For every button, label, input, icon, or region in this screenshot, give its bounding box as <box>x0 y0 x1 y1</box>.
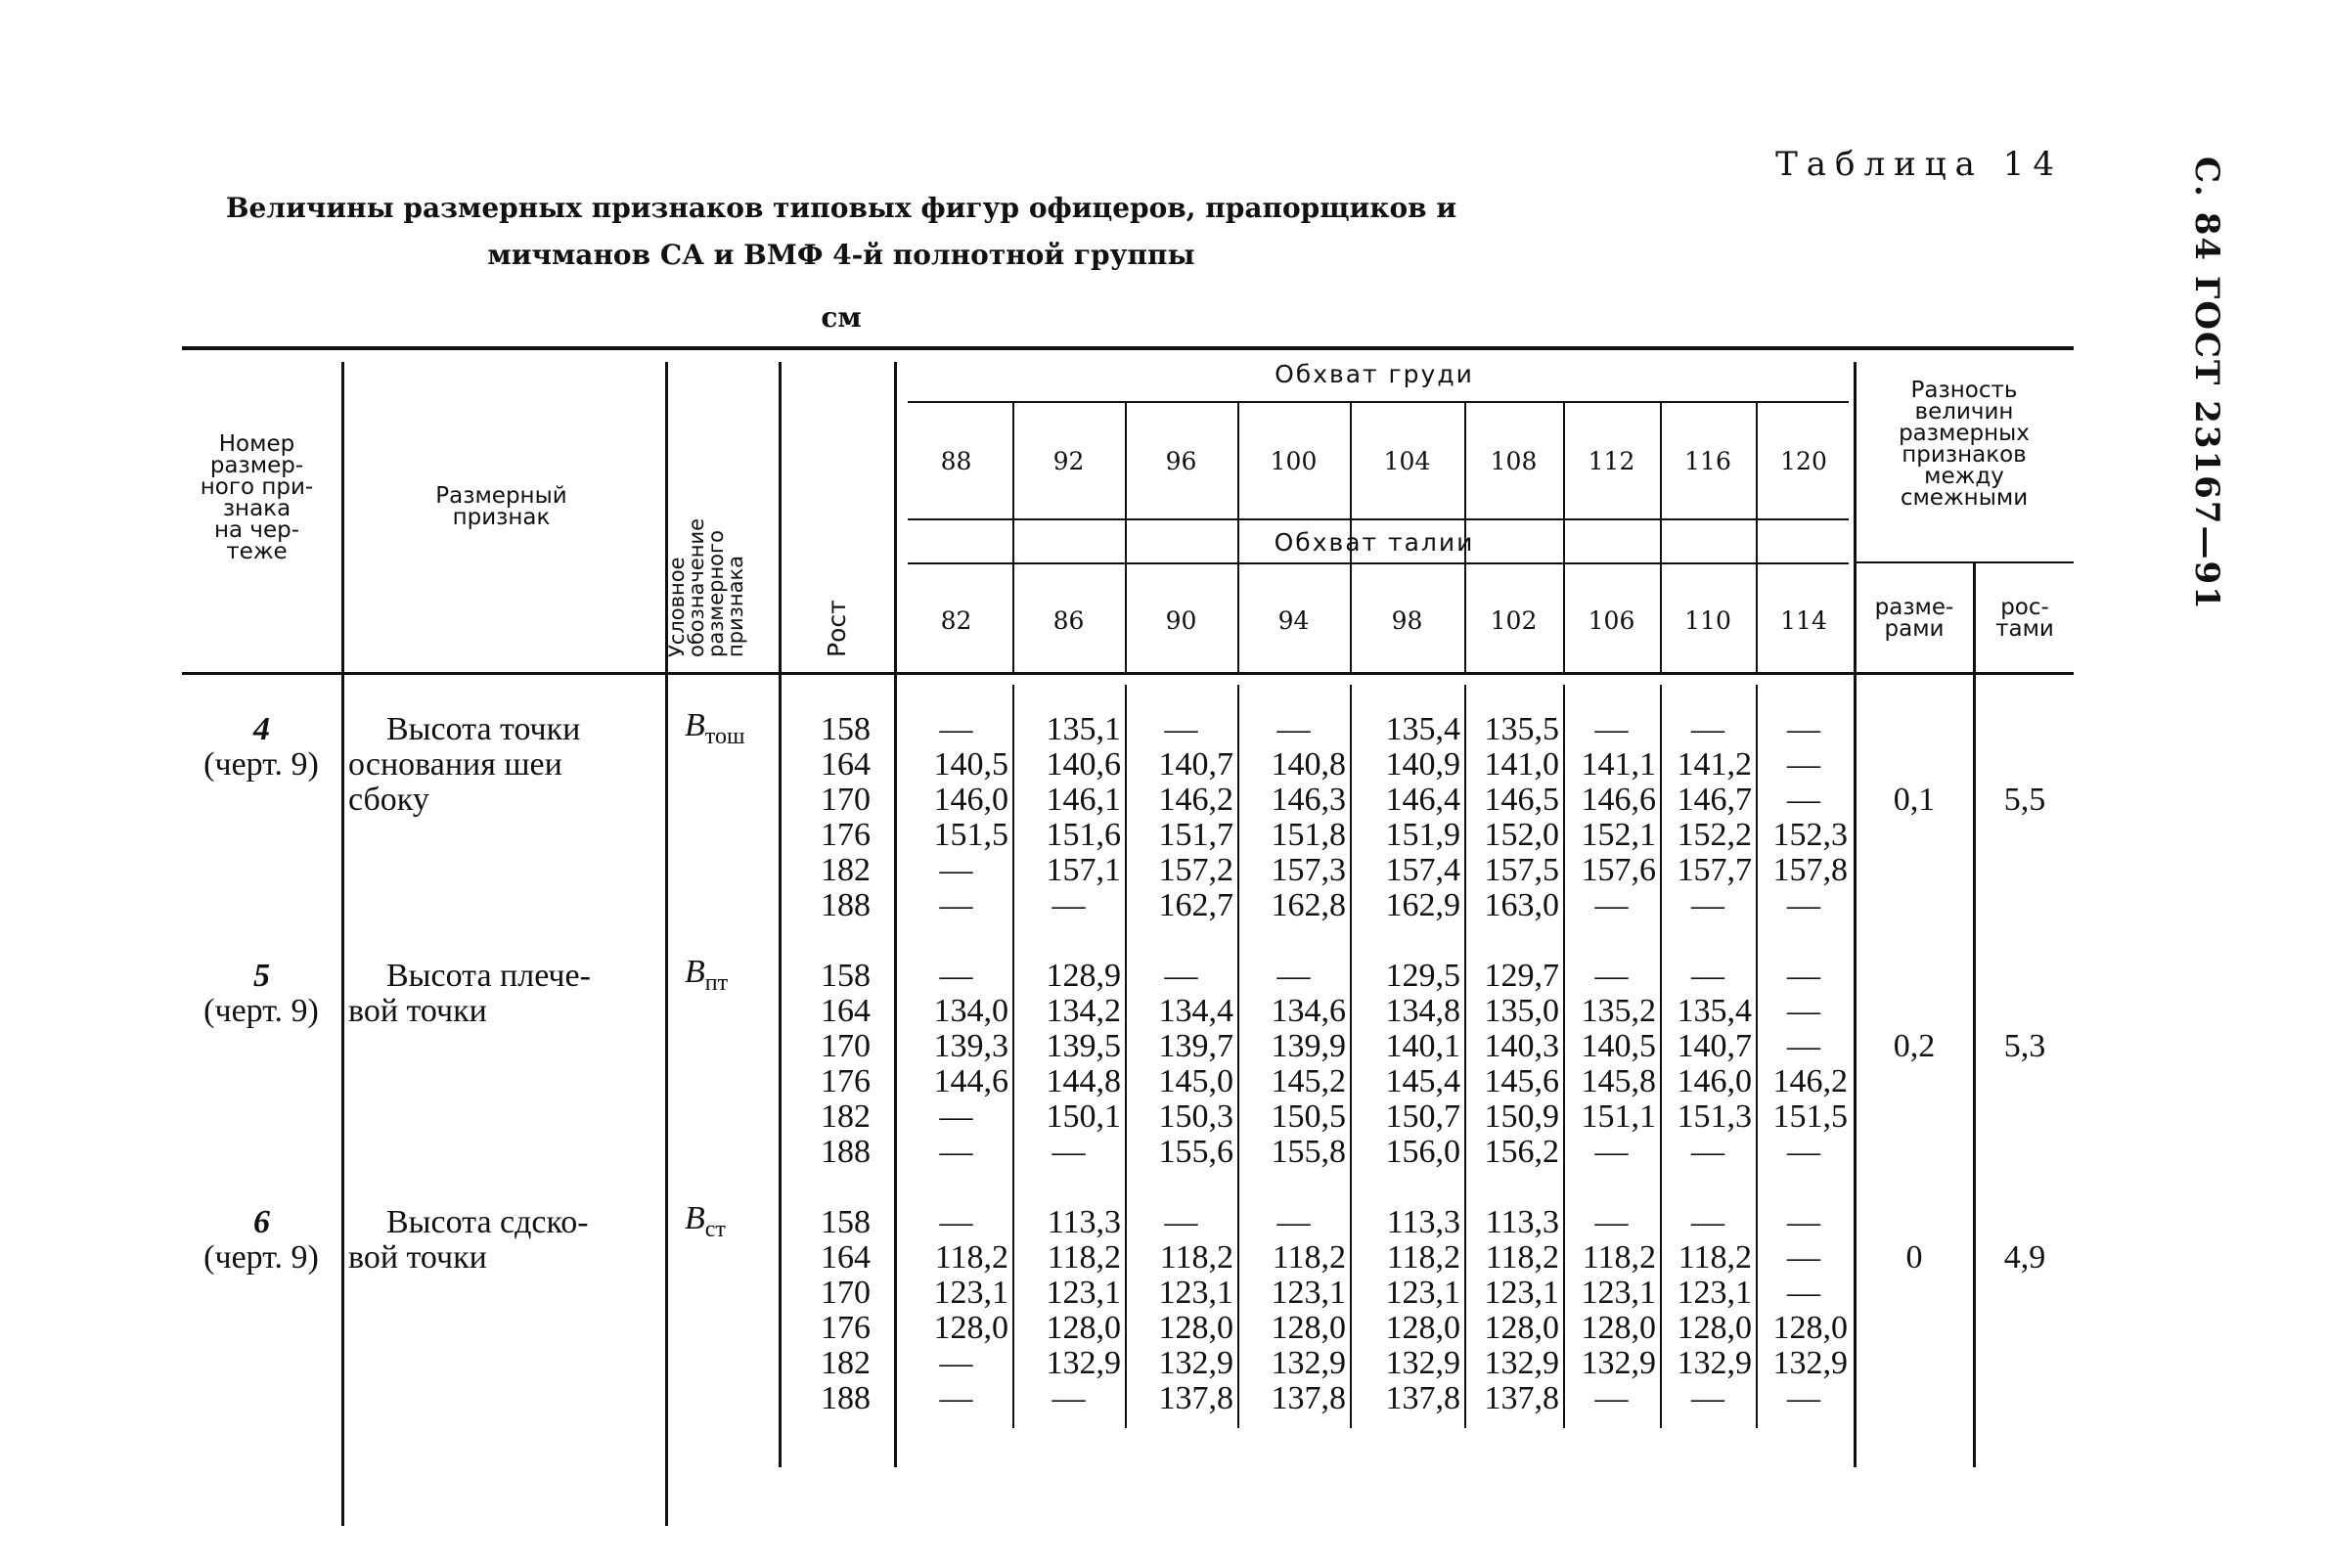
table-cell: 128,0 <box>1271 1310 1346 1346</box>
table-cell: 135,2 <box>1581 993 1656 1029</box>
height-value: 164 <box>821 746 871 783</box>
table-cell: — <box>1594 1134 1629 1170</box>
feature-symbol-base: B <box>685 707 705 743</box>
table-title-line-1: Величины размерных признаков типовых фигур офицеров, прапорщиков и <box>225 192 1457 224</box>
table-cell: 157,2 <box>1158 852 1233 888</box>
table-cell: 123,1 <box>1046 1275 1121 1311</box>
table-cell: 118,2 <box>1485 1239 1559 1276</box>
chest-values-rule <box>908 518 1849 520</box>
table-cell: 128,0 <box>1385 1310 1460 1346</box>
height-value: 182 <box>821 852 871 888</box>
chest-group-header: Обхват груди <box>1275 360 1474 388</box>
feature-symbol <box>685 708 744 754</box>
table-cell: — <box>939 1204 973 1240</box>
table-cell: 128,0 <box>1772 1310 1848 1346</box>
chest-size-cell: 108 <box>1490 447 1538 475</box>
table-cell: 118,2 <box>1582 1239 1656 1276</box>
table-cell: 140,3 <box>1484 1028 1559 1064</box>
header-diff-heights: рос- тами <box>1995 595 2054 642</box>
feature-symbol-sub: пт <box>704 969 729 996</box>
vline-symbol <box>779 362 782 1467</box>
table-cell: 150,7 <box>1385 1098 1460 1135</box>
feature-symbol <box>685 1201 726 1247</box>
feature-symbol-base: B <box>685 954 705 990</box>
height-value: 176 <box>821 1310 871 1346</box>
table-cell: 128,0 <box>933 1310 1008 1346</box>
table-cell: 156,2 <box>1484 1134 1559 1170</box>
table-cell: — <box>1787 993 1820 1029</box>
table-cell: 132,9 <box>1158 1345 1233 1381</box>
table-cell: — <box>1787 958 1820 994</box>
height-value: 170 <box>821 782 871 818</box>
height-value: 164 <box>821 1239 871 1276</box>
table-cell: — <box>1691 711 1724 747</box>
waist-size-cell: 94 <box>1277 606 1310 635</box>
table-cell: — <box>1164 711 1198 747</box>
table-cell: 157,6 <box>1581 852 1656 888</box>
table-cell: 151,5 <box>1772 1098 1848 1135</box>
header-symbol: Условное обозначение размерного признака <box>665 517 747 657</box>
table-cell: 140,7 <box>1158 746 1233 783</box>
table-cell: 134,4 <box>1158 993 1233 1029</box>
table-cell: 132,9 <box>1046 1345 1121 1381</box>
chest-size-cell: 100 <box>1270 447 1318 475</box>
table-cell: 118,2 <box>1386 1239 1460 1276</box>
table-cell: 140,9 <box>1385 746 1460 783</box>
table-cell: 151,5 <box>933 817 1008 853</box>
height-value: 158 <box>821 711 871 747</box>
table-cell: — <box>939 1345 973 1381</box>
table-cell: — <box>1691 1380 1724 1416</box>
feature-symbol-base: B <box>685 1200 705 1236</box>
top-rule <box>182 346 2074 350</box>
table-cell: 135,0 <box>1484 993 1559 1029</box>
table-cell: 140,8 <box>1271 746 1346 783</box>
table-cell: — <box>939 1098 973 1135</box>
table-cell: — <box>1787 711 1820 747</box>
table-cell: 155,6 <box>1158 1134 1233 1170</box>
height-value: 170 <box>821 1028 871 1064</box>
feature-name-line: основания шеи <box>348 746 562 783</box>
waist-group-header: Обхват талии <box>1274 528 1475 557</box>
waist-size-cell: 114 <box>1780 606 1827 635</box>
table-cell: — <box>1787 1380 1820 1416</box>
table-cell: 139,9 <box>1271 1028 1346 1064</box>
table-cell: 140,5 <box>1581 1028 1656 1064</box>
feature-number: 6 <box>253 1204 270 1240</box>
table-cell: — <box>1052 1134 1086 1170</box>
table-cell: — <box>1787 746 1820 783</box>
table-cell: 156,0 <box>1385 1134 1460 1170</box>
chest-size-cell: 116 <box>1684 447 1731 475</box>
table-cell: 162,9 <box>1385 887 1460 923</box>
table-cell: 157,7 <box>1677 852 1752 888</box>
table-cell: 140,6 <box>1046 746 1121 783</box>
feature-name-line: вой точки <box>348 1239 487 1276</box>
table-cell: — <box>1052 1380 1086 1416</box>
diff-sizes-value: 0 <box>1905 1239 1923 1276</box>
table-cell: — <box>1276 958 1311 994</box>
table-cell: 141,1 <box>1581 746 1656 783</box>
table-cell: 113,3 <box>1386 1204 1460 1240</box>
table-cell: — <box>1787 1028 1820 1064</box>
table-cell: — <box>1787 782 1820 818</box>
chest-group-rule <box>908 401 1849 403</box>
table-cell: — <box>939 887 973 923</box>
height-value: 176 <box>821 817 871 853</box>
height-value: 164 <box>821 993 871 1029</box>
table-cell: 123,1 <box>1271 1275 1346 1311</box>
table-cell: 157,1 <box>1046 852 1121 888</box>
table-cell: 137,8 <box>1271 1380 1346 1416</box>
height-value: 188 <box>821 887 871 923</box>
feature-symbol-sub: ст <box>704 1216 726 1242</box>
table-cell: 135,4 <box>1677 993 1752 1029</box>
table-cell: 146,7 <box>1677 782 1752 818</box>
table-cell: — <box>939 1134 973 1170</box>
table-cell: — <box>939 852 973 888</box>
table-cell: 113,3 <box>1047 1204 1121 1240</box>
table-cell: 118,2 <box>1159 1239 1233 1276</box>
feature-symbol-sub: тош <box>704 723 745 749</box>
table-cell: 128,0 <box>1484 1310 1559 1346</box>
table-cell: 146,2 <box>1158 782 1233 818</box>
table-cell: 132,9 <box>1271 1345 1346 1381</box>
table-cell: 146,3 <box>1271 782 1346 818</box>
table-cell: — <box>1594 711 1629 747</box>
table-cell: 140,5 <box>933 746 1008 783</box>
chest-size-cell: 96 <box>1165 447 1197 475</box>
diff-split-rule <box>1857 561 2074 563</box>
table-cell: 132,9 <box>1484 1345 1559 1381</box>
table-cell: 150,3 <box>1158 1098 1233 1135</box>
height-value: 176 <box>821 1063 871 1099</box>
feature-symbol <box>685 955 728 1001</box>
feature-number: 5 <box>253 958 270 994</box>
table-cell: 128,0 <box>1677 1310 1752 1346</box>
table-cell: — <box>939 958 973 994</box>
table-cell: 123,1 <box>1581 1275 1656 1311</box>
waist-size-cell: 106 <box>1588 606 1635 635</box>
waist-size-cell: 110 <box>1684 606 1731 635</box>
table-cell: — <box>1594 887 1629 923</box>
table-cell: 141,0 <box>1484 746 1559 783</box>
table-cell: — <box>1787 887 1820 923</box>
table-cell: 152,3 <box>1772 817 1848 853</box>
table-cell: 152,0 <box>1484 817 1559 853</box>
feature-number: 4 <box>253 711 270 747</box>
table-cell: 123,1 <box>1677 1275 1752 1311</box>
table-cell: 134,6 <box>1271 993 1346 1029</box>
table-cell: 157,4 <box>1385 852 1460 888</box>
table-cell: — <box>1787 1204 1820 1240</box>
table-cell: 123,1 <box>933 1275 1008 1311</box>
height-value: 182 <box>821 1345 871 1381</box>
waist-group-rule <box>908 562 1849 564</box>
table-cell: 151,3 <box>1677 1098 1752 1135</box>
height-value: 158 <box>821 1204 871 1240</box>
table-cell: — <box>1594 958 1629 994</box>
table-cell: — <box>1691 1134 1724 1170</box>
diff-heights-value: 5,5 <box>2003 782 2046 818</box>
table-cell: 162,7 <box>1158 887 1233 923</box>
table-cell: — <box>1691 887 1724 923</box>
table-cell: 141,2 <box>1677 746 1752 783</box>
table-cell: 129,7 <box>1484 958 1559 994</box>
drawing-reference: (черт. 9) <box>203 993 319 1029</box>
table-cell: 146,4 <box>1385 782 1460 818</box>
height-value: 182 <box>821 1098 871 1135</box>
table-cell: 146,0 <box>933 782 1008 818</box>
table-cell: 132,9 <box>1677 1345 1752 1381</box>
table-cell: — <box>1691 1204 1724 1240</box>
header-height: Рост <box>823 600 851 657</box>
drawing-reference: (черт. 9) <box>203 746 319 783</box>
table-cell: — <box>1594 1204 1629 1240</box>
table-cell: 150,1 <box>1046 1098 1121 1135</box>
table-cell: 128,0 <box>1581 1310 1656 1346</box>
table-cell: 163,0 <box>1484 887 1559 923</box>
table-cell: — <box>1787 1134 1820 1170</box>
table-cell: 132,9 <box>1385 1345 1460 1381</box>
table-cell: 137,8 <box>1385 1380 1460 1416</box>
table-cell: 139,5 <box>1046 1028 1121 1064</box>
table-cell: 135,4 <box>1385 711 1460 747</box>
header-number: Номер размер- ного при- знака на чер- теже <box>200 431 314 564</box>
feature-name-line: сбоку <box>348 782 429 818</box>
table-cell: 118,2 <box>1678 1239 1752 1276</box>
units-label: см <box>821 301 862 334</box>
table-cell: — <box>1691 958 1724 994</box>
table-cell: 123,1 <box>1385 1275 1460 1311</box>
table-cell: 144,6 <box>933 1063 1008 1099</box>
table-cell: 146,5 <box>1484 782 1559 818</box>
waist-size-cell: 86 <box>1052 606 1085 635</box>
page-side-header: С. 84 ГОСТ 23167—91 <box>2187 157 2226 611</box>
table-cell: 144,8 <box>1046 1063 1121 1099</box>
table-cell: 151,6 <box>1046 817 1121 853</box>
chest-size-cell: 92 <box>1052 447 1085 475</box>
table-cell: 151,7 <box>1158 817 1233 853</box>
table-cell: 134,2 <box>1046 993 1121 1029</box>
table-cell: 118,2 <box>934 1239 1008 1276</box>
table-cell: 128,0 <box>1158 1310 1233 1346</box>
vline-height <box>894 362 897 1467</box>
table-cell: 146,2 <box>1772 1063 1848 1099</box>
table-number: Таблица 14 <box>1775 145 2063 184</box>
table-cell: — <box>939 1380 973 1416</box>
height-value: 158 <box>821 958 871 994</box>
diff-heights-value: 5,3 <box>2003 1028 2046 1064</box>
table-cell: 157,3 <box>1271 852 1346 888</box>
table-cell: 145,6 <box>1484 1063 1559 1099</box>
feature-name-line: вой точки <box>348 993 487 1029</box>
table-cell: — <box>1164 1204 1198 1240</box>
table-cell: 137,8 <box>1484 1380 1559 1416</box>
table-cell: 145,0 <box>1158 1063 1233 1099</box>
height-value: 188 <box>821 1134 871 1170</box>
table-cell: — <box>1052 887 1086 923</box>
table-cell: 140,7 <box>1677 1028 1752 1064</box>
chest-size-cell: 104 <box>1383 447 1431 475</box>
table-cell: 113,3 <box>1485 1204 1559 1240</box>
table-cell: 135,1 <box>1046 711 1121 747</box>
feature-name-line: Высота плече- <box>386 958 591 994</box>
feature-name-line: Высота точки <box>386 711 581 747</box>
header-diff-sizes: разме- рами <box>1874 595 1954 642</box>
table-cell: — <box>1787 1275 1820 1311</box>
table-cell: 128,0 <box>1046 1310 1121 1346</box>
header-difference: Разность величин размерных признаков между смежными <box>1899 378 2030 511</box>
table-cell: 118,2 <box>1272 1239 1346 1276</box>
drawing-reference: (черт. 9) <box>203 1239 319 1276</box>
table-cell: 150,9 <box>1484 1098 1559 1135</box>
table-cell: 146,1 <box>1046 782 1121 818</box>
table-cell: — <box>1164 958 1198 994</box>
table-cell: 140,1 <box>1385 1028 1460 1064</box>
table-cell: 151,8 <box>1271 817 1346 853</box>
table-cell: 157,5 <box>1484 852 1559 888</box>
table-cell: 132,9 <box>1772 1345 1848 1381</box>
table-cell: 152,2 <box>1677 817 1752 853</box>
table-cell: 134,0 <box>933 993 1008 1029</box>
vline-diff-mid <box>1973 562 1976 1467</box>
table-cell: — <box>939 711 973 747</box>
vline-diff <box>1854 362 1857 1467</box>
table-cell: 145,4 <box>1385 1063 1460 1099</box>
diff-sizes-value: 0,1 <box>1893 782 1936 818</box>
feature-name-line: Высота сдско- <box>386 1204 589 1240</box>
table-cell: 151,9 <box>1385 817 1460 853</box>
table-cell: 157,8 <box>1772 852 1848 888</box>
diff-heights-value: 4,9 <box>2003 1239 2046 1276</box>
table-cell: 129,5 <box>1385 958 1460 994</box>
table-cell: — <box>1276 1204 1311 1240</box>
height-value: 170 <box>821 1275 871 1311</box>
table-cell: 139,7 <box>1158 1028 1233 1064</box>
diff-sizes-value: 0,2 <box>1893 1028 1936 1064</box>
table-cell: 145,2 <box>1271 1063 1346 1099</box>
header-bottom-rule <box>182 672 2074 675</box>
table-cell: 155,8 <box>1271 1134 1346 1170</box>
table-cell: — <box>1787 1239 1820 1276</box>
table-cell: 128,9 <box>1046 958 1121 994</box>
table-cell: 135,5 <box>1484 711 1559 747</box>
header-feature: Размерный признак <box>435 483 567 530</box>
table-cell: 118,2 <box>1047 1239 1121 1276</box>
waist-size-cell: 102 <box>1490 606 1538 635</box>
table-cell: 132,9 <box>1581 1345 1656 1381</box>
chest-size-cell: 112 <box>1588 447 1635 475</box>
table-cell: 137,8 <box>1158 1380 1233 1416</box>
table-cell: 162,8 <box>1271 887 1346 923</box>
table-cell: 146,0 <box>1677 1063 1752 1099</box>
table-cell: 123,1 <box>1158 1275 1233 1311</box>
waist-size-cell: 98 <box>1391 606 1423 635</box>
table-cell: 145,8 <box>1581 1063 1656 1099</box>
chest-size-cell: 120 <box>1780 447 1827 475</box>
table-cell: 139,3 <box>933 1028 1008 1064</box>
waist-size-cell: 82 <box>940 606 972 635</box>
table-cell: — <box>1594 1380 1629 1416</box>
table-cell: 150,5 <box>1271 1098 1346 1135</box>
chest-size-cell: 88 <box>940 447 972 475</box>
vline-number <box>341 362 344 1526</box>
height-value: 188 <box>821 1380 871 1416</box>
table-cell: 152,1 <box>1581 817 1656 853</box>
table-cell: 123,1 <box>1484 1275 1559 1311</box>
table-cell: 146,6 <box>1581 782 1656 818</box>
table-cell: 151,1 <box>1581 1098 1656 1135</box>
table-title-line-2: мичманов СА и ВМФ 4-й полнотной группы <box>487 239 1195 271</box>
table-cell: — <box>1276 711 1311 747</box>
table-cell: 134,8 <box>1385 993 1460 1029</box>
waist-size-cell: 90 <box>1165 606 1197 635</box>
